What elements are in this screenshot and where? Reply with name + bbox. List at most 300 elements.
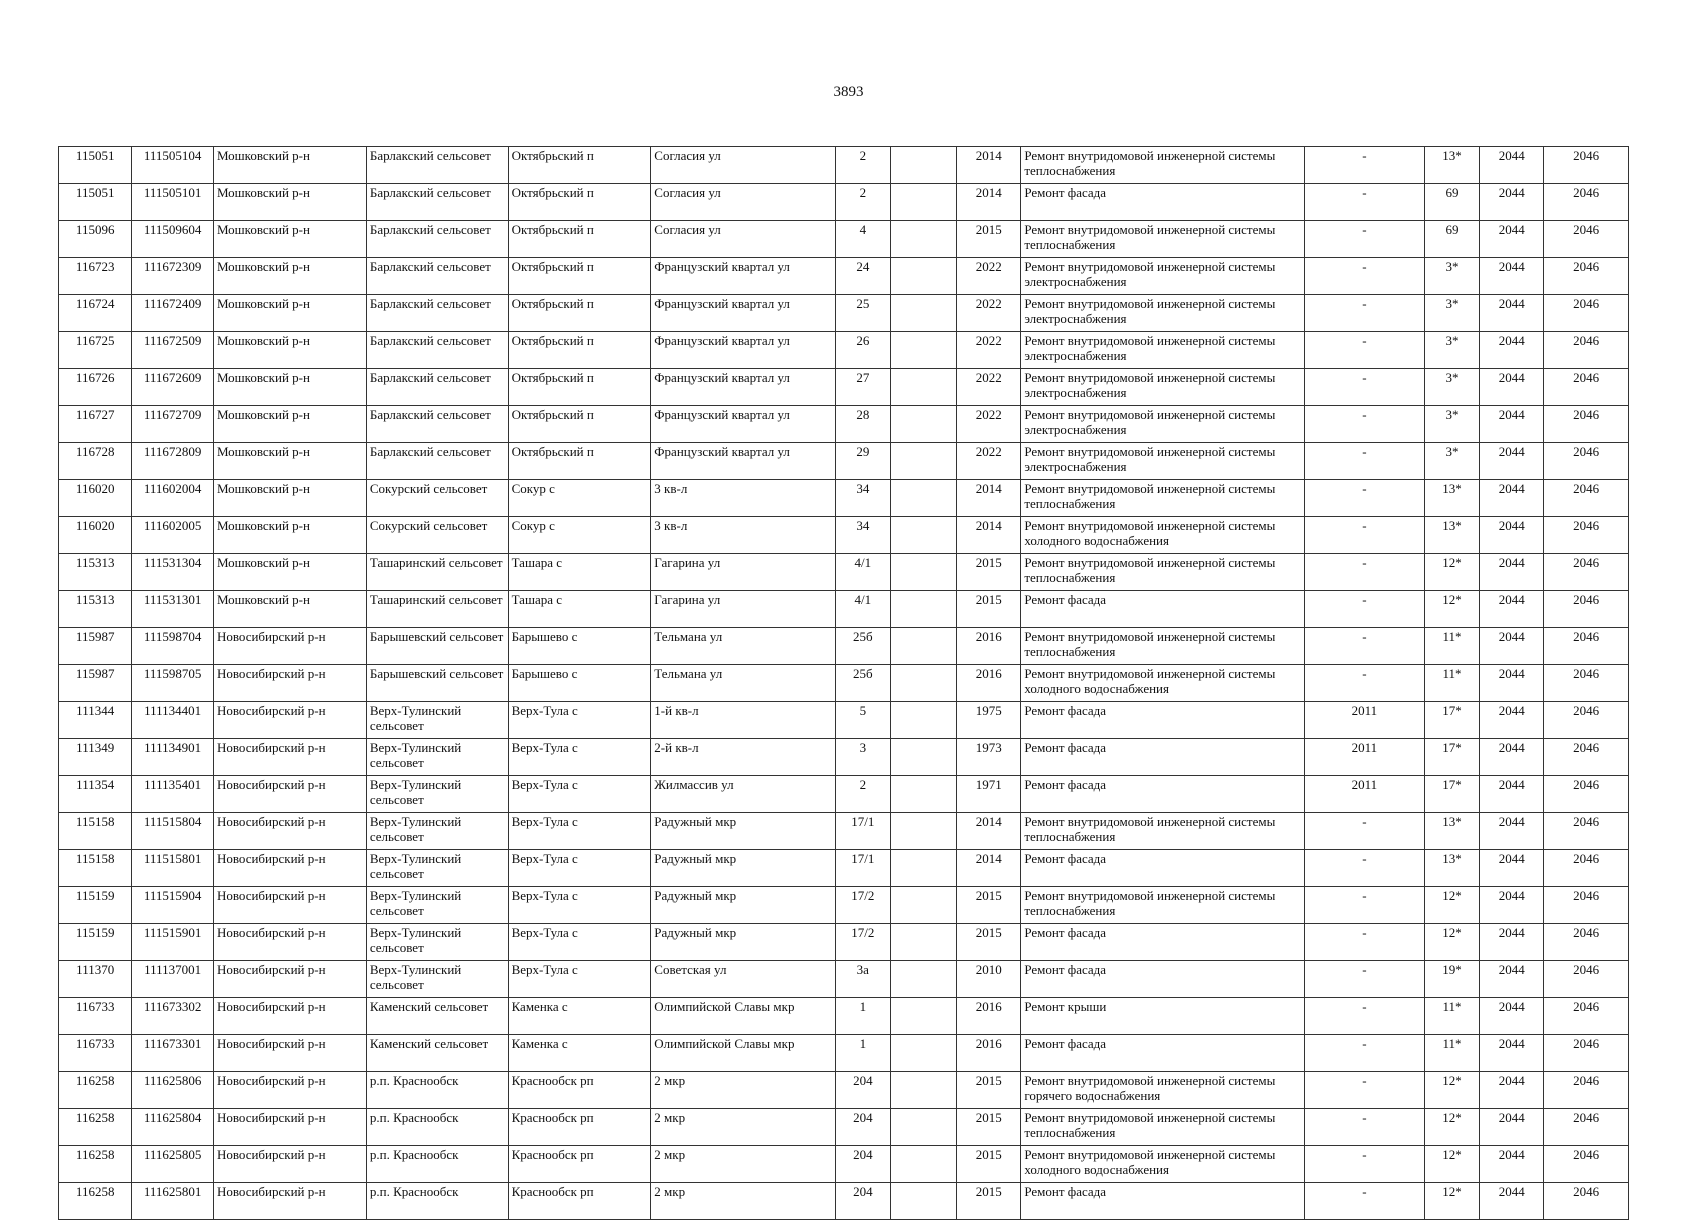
cell-locality: Октябрьский п (508, 369, 651, 406)
cell-object-id: 115051 (59, 184, 132, 221)
cell-element-id: 111137001 (132, 961, 214, 998)
cell-settlement: Барышевский сельсовет (366, 628, 508, 665)
table-row (59, 739, 1629, 776)
cell-year-built: 2014 (957, 184, 1021, 221)
cell-plan-end-year: 2046 (1544, 665, 1629, 702)
cell-plan-start-year: 2044 (1480, 1109, 1544, 1146)
cell-plan-end-year: 2046 (1544, 369, 1629, 406)
repair-schedule-table (58, 146, 1629, 1220)
cell-house-number: 28 (835, 406, 890, 443)
cell-plan-end-year: 2046 (1544, 961, 1629, 998)
cell-last-repair-year: - (1304, 295, 1424, 332)
cell-plan-end-year: 2046 (1544, 776, 1629, 813)
cell-wear-percent: 12* (1425, 1109, 1480, 1146)
table-row (59, 369, 1629, 406)
cell-last-repair-year: - (1304, 443, 1424, 480)
table-row (59, 443, 1629, 480)
cell-wear-percent: 13* (1425, 813, 1480, 850)
cell-plan-end-year: 2046 (1544, 554, 1629, 591)
cell-district: Мошковский р-н (213, 295, 366, 332)
cell-building (890, 739, 956, 776)
cell-street: 2 мкр (651, 1072, 836, 1109)
cell-plan-end-year: 2046 (1544, 813, 1629, 850)
table-row (59, 1072, 1629, 1109)
cell-year-built: 1973 (957, 739, 1021, 776)
cell-street: Радужный мкр (651, 850, 836, 887)
cell-wear-percent: 17* (1425, 739, 1480, 776)
cell-work-type: Ремонт фасада (1021, 776, 1304, 813)
table-row (59, 480, 1629, 517)
cell-house-number: 17/2 (835, 887, 890, 924)
cell-work-type: Ремонт фасада (1021, 850, 1304, 887)
cell-object-id: 116723 (59, 258, 132, 295)
cell-wear-percent: 13* (1425, 517, 1480, 554)
cell-wear-percent: 12* (1425, 554, 1480, 591)
cell-year-built: 2010 (957, 961, 1021, 998)
cell-year-built: 2015 (957, 887, 1021, 924)
cell-last-repair-year: - (1304, 332, 1424, 369)
cell-district: Мошковский р-н (213, 258, 366, 295)
cell-wear-percent: 3* (1425, 332, 1480, 369)
cell-year-built: 2016 (957, 628, 1021, 665)
cell-plan-end-year: 2046 (1544, 517, 1629, 554)
cell-settlement: Сокурский сельсовет (366, 480, 508, 517)
page-number: 3893 (833, 84, 864, 100)
cell-plan-start-year: 2044 (1480, 184, 1544, 221)
cell-settlement: Каменский сельсовет (366, 998, 508, 1035)
table-row (59, 813, 1629, 850)
cell-work-type: Ремонт внутридомовой инженерной системы электроснабжения (1021, 332, 1304, 369)
cell-year-built: 2022 (957, 406, 1021, 443)
cell-district: Мошковский р-н (213, 517, 366, 554)
cell-street: Олимпийской Славы мкр (651, 1035, 836, 1072)
cell-street: Радужный мкр (651, 924, 836, 961)
cell-wear-percent: 19* (1425, 961, 1480, 998)
cell-work-type: Ремонт внутридомовой инженерной системы холодного водоснабжения (1021, 517, 1304, 554)
cell-year-built: 2022 (957, 369, 1021, 406)
cell-street: 2 мкр (651, 1109, 836, 1146)
cell-year-built: 2015 (957, 221, 1021, 258)
cell-year-built: 2014 (957, 813, 1021, 850)
cell-last-repair-year: - (1304, 813, 1424, 850)
cell-settlement: р.п. Краснообск (366, 1072, 508, 1109)
cell-plan-end-year: 2046 (1544, 850, 1629, 887)
cell-district: Новосибирский р-н (213, 813, 366, 850)
cell-plan-end-year: 2046 (1544, 480, 1629, 517)
cell-street: Гагарина ул (651, 591, 836, 628)
cell-object-id: 116258 (59, 1146, 132, 1183)
cell-element-id: 111134901 (132, 739, 214, 776)
cell-last-repair-year: - (1304, 1072, 1424, 1109)
cell-object-id: 115987 (59, 665, 132, 702)
cell-locality: Верх-Тула с (508, 924, 651, 961)
cell-house-number: 2 (835, 147, 890, 184)
cell-plan-end-year: 2046 (1544, 258, 1629, 295)
cell-building (890, 406, 956, 443)
cell-house-number: 4/1 (835, 591, 890, 628)
cell-settlement: р.п. Краснообск (366, 1183, 508, 1220)
cell-house-number: 2 (835, 184, 890, 221)
table-row (59, 184, 1629, 221)
cell-plan-end-year: 2046 (1544, 887, 1629, 924)
cell-street: Тельмана ул (651, 628, 836, 665)
table-row (59, 591, 1629, 628)
cell-work-type: Ремонт внутридомовой инженерной системы теплоснабжения (1021, 628, 1304, 665)
cell-last-repair-year: - (1304, 554, 1424, 591)
cell-building (890, 147, 956, 184)
cell-last-repair-year: - (1304, 147, 1424, 184)
cell-plan-start-year: 2044 (1480, 739, 1544, 776)
cell-street: Французский квартал ул (651, 369, 836, 406)
cell-house-number: 204 (835, 1183, 890, 1220)
cell-locality: Верх-Тула с (508, 813, 651, 850)
cell-house-number: 1 (835, 1035, 890, 1072)
cell-house-number: 17/1 (835, 850, 890, 887)
cell-locality: Верх-Тула с (508, 850, 651, 887)
cell-element-id: 111515901 (132, 924, 214, 961)
cell-last-repair-year: 2011 (1304, 702, 1424, 739)
table-row (59, 406, 1629, 443)
cell-work-type: Ремонт внутридомовой инженерной системы горячего водоснабжения (1021, 1072, 1304, 1109)
cell-settlement: Барлакский сельсовет (366, 221, 508, 258)
cell-street: Гагарина ул (651, 554, 836, 591)
cell-plan-start-year: 2044 (1480, 221, 1544, 258)
cell-wear-percent: 12* (1425, 887, 1480, 924)
cell-house-number: 5 (835, 702, 890, 739)
cell-plan-start-year: 2044 (1480, 850, 1544, 887)
cell-object-id: 111344 (59, 702, 132, 739)
cell-year-built: 2015 (957, 591, 1021, 628)
cell-plan-start-year: 2044 (1480, 480, 1544, 517)
cell-work-type: Ремонт фасада (1021, 924, 1304, 961)
cell-element-id: 111625805 (132, 1146, 214, 1183)
cell-plan-start-year: 2044 (1480, 665, 1544, 702)
cell-plan-start-year: 2044 (1480, 591, 1544, 628)
cell-district: Новосибирский р-н (213, 702, 366, 739)
cell-object-id: 115158 (59, 813, 132, 850)
cell-plan-end-year: 2046 (1544, 295, 1629, 332)
cell-building (890, 591, 956, 628)
cell-plan-end-year: 2046 (1544, 1072, 1629, 1109)
cell-street: Согласия ул (651, 184, 836, 221)
cell-plan-end-year: 2046 (1544, 184, 1629, 221)
cell-locality: Верх-Тула с (508, 776, 651, 813)
cell-settlement: Барлакский сельсовет (366, 332, 508, 369)
cell-year-built: 2014 (957, 517, 1021, 554)
cell-plan-start-year: 2044 (1480, 961, 1544, 998)
cell-house-number: 2 (835, 776, 890, 813)
cell-wear-percent: 13* (1425, 147, 1480, 184)
cell-year-built: 1975 (957, 702, 1021, 739)
cell-locality: Ташара с (508, 591, 651, 628)
cell-year-built: 2015 (957, 1183, 1021, 1220)
cell-last-repair-year: - (1304, 369, 1424, 406)
cell-district: Новосибирский р-н (213, 998, 366, 1035)
cell-district: Мошковский р-н (213, 147, 366, 184)
cell-street: Жилмассив ул (651, 776, 836, 813)
cell-object-id: 116020 (59, 480, 132, 517)
cell-district: Новосибирский р-н (213, 850, 366, 887)
cell-element-id: 111598705 (132, 665, 214, 702)
cell-work-type: Ремонт крыши (1021, 998, 1304, 1035)
cell-house-number: 3 (835, 739, 890, 776)
cell-element-id: 111602005 (132, 517, 214, 554)
cell-object-id: 115987 (59, 628, 132, 665)
cell-last-repair-year: 2011 (1304, 776, 1424, 813)
cell-object-id: 111354 (59, 776, 132, 813)
cell-plan-start-year: 2044 (1480, 887, 1544, 924)
cell-district: Мошковский р-н (213, 406, 366, 443)
cell-plan-end-year: 2046 (1544, 221, 1629, 258)
cell-element-id: 111625806 (132, 1072, 214, 1109)
cell-plan-start-year: 2044 (1480, 258, 1544, 295)
cell-district: Новосибирский р-н (213, 887, 366, 924)
cell-house-number: 25 (835, 295, 890, 332)
cell-object-id: 115159 (59, 887, 132, 924)
cell-last-repair-year: - (1304, 628, 1424, 665)
cell-object-id: 111370 (59, 961, 132, 998)
cell-work-type: Ремонт внутридомовой инженерной системы электроснабжения (1021, 258, 1304, 295)
cell-locality: Сокур с (508, 480, 651, 517)
cell-element-id: 111672709 (132, 406, 214, 443)
cell-plan-end-year: 2046 (1544, 1035, 1629, 1072)
cell-building (890, 221, 956, 258)
cell-element-id: 111625804 (132, 1109, 214, 1146)
cell-work-type: Ремонт фасада (1021, 961, 1304, 998)
cell-work-type: Ремонт фасада (1021, 1035, 1304, 1072)
cell-settlement: Каменский сельсовет (366, 1035, 508, 1072)
cell-settlement: Верх-Тулинский сельсовет (366, 887, 508, 924)
cell-plan-start-year: 2044 (1480, 295, 1544, 332)
cell-wear-percent: 3* (1425, 406, 1480, 443)
cell-district: Новосибирский р-н (213, 1072, 366, 1109)
cell-wear-percent: 3* (1425, 443, 1480, 480)
cell-work-type: Ремонт фасада (1021, 1183, 1304, 1220)
cell-wear-percent: 3* (1425, 369, 1480, 406)
cell-year-built: 2022 (957, 258, 1021, 295)
cell-district: Новосибирский р-н (213, 776, 366, 813)
cell-year-built: 2015 (957, 924, 1021, 961)
cell-wear-percent: 12* (1425, 1183, 1480, 1220)
cell-district: Новосибирский р-н (213, 739, 366, 776)
cell-element-id: 111598704 (132, 628, 214, 665)
cell-year-built: 2015 (957, 1146, 1021, 1183)
cell-locality: Краснообск рп (508, 1072, 651, 1109)
cell-element-id: 111531301 (132, 591, 214, 628)
cell-last-repair-year: - (1304, 1035, 1424, 1072)
cell-locality: Верх-Тула с (508, 961, 651, 998)
cell-year-built: 2015 (957, 1072, 1021, 1109)
cell-plan-start-year: 2044 (1480, 443, 1544, 480)
cell-building (890, 184, 956, 221)
cell-wear-percent: 13* (1425, 850, 1480, 887)
cell-plan-start-year: 2044 (1480, 1072, 1544, 1109)
cell-locality: Октябрьский п (508, 443, 651, 480)
cell-wear-percent: 13* (1425, 480, 1480, 517)
cell-last-repair-year: - (1304, 184, 1424, 221)
cell-settlement: Верх-Тулинский сельсовет (366, 924, 508, 961)
cell-work-type: Ремонт внутридомовой инженерной системы теплоснабжения (1021, 480, 1304, 517)
cell-element-id: 111672309 (132, 258, 214, 295)
cell-building (890, 813, 956, 850)
cell-work-type: Ремонт внутридомовой инженерной системы теплоснабжения (1021, 1109, 1304, 1146)
cell-element-id: 111515804 (132, 813, 214, 850)
table-row (59, 295, 1629, 332)
cell-object-id: 116727 (59, 406, 132, 443)
cell-street: 2-й кв-л (651, 739, 836, 776)
cell-house-number: 204 (835, 1109, 890, 1146)
table-row (59, 221, 1629, 258)
cell-settlement: р.п. Краснообск (366, 1109, 508, 1146)
cell-object-id: 115313 (59, 591, 132, 628)
cell-locality: Верх-Тула с (508, 739, 651, 776)
cell-locality: Октябрьский п (508, 406, 651, 443)
cell-house-number: 25б (835, 628, 890, 665)
cell-building (890, 961, 956, 998)
cell-work-type: Ремонт фасада (1021, 591, 1304, 628)
cell-object-id: 116258 (59, 1183, 132, 1220)
cell-plan-start-year: 2044 (1480, 998, 1544, 1035)
cell-year-built: 2022 (957, 443, 1021, 480)
cell-locality: Октябрьский п (508, 147, 651, 184)
cell-settlement: Верх-Тулинский сельсовет (366, 813, 508, 850)
table-row (59, 887, 1629, 924)
cell-wear-percent: 11* (1425, 998, 1480, 1035)
cell-last-repair-year: 2011 (1304, 739, 1424, 776)
table-row (59, 517, 1629, 554)
cell-wear-percent: 3* (1425, 258, 1480, 295)
cell-settlement: Барышевский сельсовет (366, 665, 508, 702)
cell-object-id: 115158 (59, 850, 132, 887)
cell-locality: Каменка с (508, 1035, 651, 1072)
cell-object-id: 115051 (59, 147, 132, 184)
cell-locality: Ташара с (508, 554, 651, 591)
cell-building (890, 702, 956, 739)
cell-street: 3 кв-л (651, 480, 836, 517)
cell-settlement: Барлакский сельсовет (366, 295, 508, 332)
cell-last-repair-year: - (1304, 850, 1424, 887)
cell-street: Советская ул (651, 961, 836, 998)
cell-building (890, 1183, 956, 1220)
cell-work-type: Ремонт внутридомовой инженерной системы теплоснабжения (1021, 554, 1304, 591)
cell-last-repair-year: - (1304, 221, 1424, 258)
cell-work-type: Ремонт внутридомовой инженерной системы электроснабжения (1021, 295, 1304, 332)
cell-settlement: р.п. Краснообск (366, 1146, 508, 1183)
cell-settlement: Барлакский сельсовет (366, 147, 508, 184)
cell-district: Новосибирский р-н (213, 924, 366, 961)
cell-element-id: 111673301 (132, 1035, 214, 1072)
cell-settlement: Барлакский сельсовет (366, 184, 508, 221)
cell-locality: Верх-Тула с (508, 887, 651, 924)
cell-street: Радужный мкр (651, 887, 836, 924)
cell-plan-end-year: 2046 (1544, 998, 1629, 1035)
cell-element-id: 111505101 (132, 184, 214, 221)
cell-object-id: 116258 (59, 1072, 132, 1109)
cell-locality: Краснообск рп (508, 1183, 651, 1220)
cell-object-id: 116733 (59, 1035, 132, 1072)
cell-wear-percent: 69 (1425, 221, 1480, 258)
cell-building (890, 887, 956, 924)
cell-element-id: 111134401 (132, 702, 214, 739)
cell-street: Французский квартал ул (651, 258, 836, 295)
cell-street: Согласия ул (651, 221, 836, 258)
cell-wear-percent: 12* (1425, 1146, 1480, 1183)
cell-year-built: 2014 (957, 850, 1021, 887)
cell-settlement: Верх-Тулинский сельсовет (366, 961, 508, 998)
cell-street: 1-й кв-л (651, 702, 836, 739)
cell-district: Мошковский р-н (213, 554, 366, 591)
cell-district: Новосибирский р-н (213, 1109, 366, 1146)
cell-settlement: Верх-Тулинский сельсовет (366, 776, 508, 813)
cell-building (890, 924, 956, 961)
table-row (59, 1109, 1629, 1146)
cell-last-repair-year: - (1304, 591, 1424, 628)
cell-element-id: 111672809 (132, 443, 214, 480)
cell-last-repair-year: - (1304, 1146, 1424, 1183)
cell-last-repair-year: - (1304, 924, 1424, 961)
cell-wear-percent: 11* (1425, 1035, 1480, 1072)
cell-plan-end-year: 2046 (1544, 406, 1629, 443)
cell-last-repair-year: - (1304, 961, 1424, 998)
cell-building (890, 1109, 956, 1146)
cell-work-type: Ремонт внутридомовой инженерной системы теплоснабжения (1021, 813, 1304, 850)
table-row (59, 258, 1629, 295)
cell-object-id: 111349 (59, 739, 132, 776)
cell-year-built: 2022 (957, 332, 1021, 369)
cell-year-built: 2016 (957, 1035, 1021, 1072)
cell-locality: Октябрьский п (508, 295, 651, 332)
cell-element-id: 111672609 (132, 369, 214, 406)
cell-locality: Каменка с (508, 998, 651, 1035)
cell-wear-percent: 3* (1425, 295, 1480, 332)
cell-wear-percent: 12* (1425, 924, 1480, 961)
cell-district: Новосибирский р-н (213, 1035, 366, 1072)
cell-object-id: 116258 (59, 1109, 132, 1146)
cell-house-number: 204 (835, 1072, 890, 1109)
cell-house-number: 27 (835, 369, 890, 406)
cell-work-type: Ремонт внутридомовой инженерной системы холодного водоснабжения (1021, 1146, 1304, 1183)
cell-house-number: 17/2 (835, 924, 890, 961)
cell-year-built: 1971 (957, 776, 1021, 813)
table-row (59, 850, 1629, 887)
cell-year-built: 2016 (957, 998, 1021, 1035)
cell-plan-end-year: 2046 (1544, 924, 1629, 961)
cell-locality: Октябрьский п (508, 258, 651, 295)
cell-locality: Верх-Тула с (508, 702, 651, 739)
cell-plan-end-year: 2046 (1544, 702, 1629, 739)
table-row (59, 776, 1629, 813)
cell-district: Мошковский р-н (213, 443, 366, 480)
cell-wear-percent: 12* (1425, 1072, 1480, 1109)
cell-street: Французский квартал ул (651, 295, 836, 332)
cell-object-id: 116726 (59, 369, 132, 406)
cell-wear-percent: 17* (1425, 776, 1480, 813)
cell-plan-start-year: 2044 (1480, 332, 1544, 369)
cell-plan-end-year: 2046 (1544, 1183, 1629, 1220)
cell-district: Новосибирский р-н (213, 1183, 366, 1220)
table-row (59, 961, 1629, 998)
table-row (59, 998, 1629, 1035)
cell-plan-start-year: 2044 (1480, 1035, 1544, 1072)
cell-object-id: 115159 (59, 924, 132, 961)
cell-building (890, 850, 956, 887)
cell-plan-start-year: 2044 (1480, 628, 1544, 665)
cell-plan-start-year: 2044 (1480, 1183, 1544, 1220)
cell-house-number: 34 (835, 517, 890, 554)
cell-plan-end-year: 2046 (1544, 1146, 1629, 1183)
cell-plan-end-year: 2046 (1544, 147, 1629, 184)
table-row (59, 1183, 1629, 1220)
